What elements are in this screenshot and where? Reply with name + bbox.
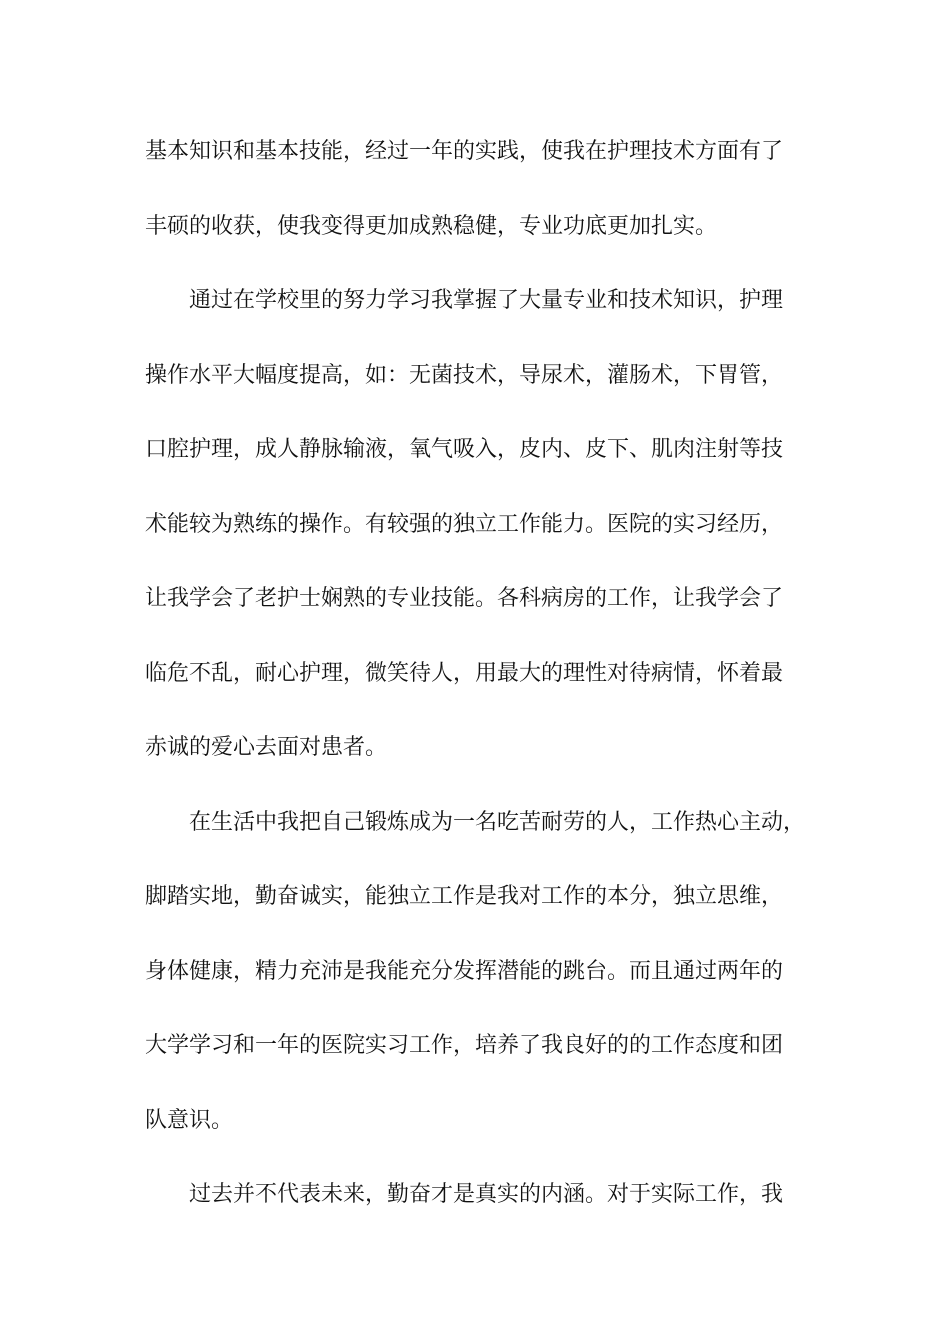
- text-line: 基本知识和基本技能，经过一年的实践，使我在护理技术方面有了: [145, 139, 784, 164]
- paragraph-start-line: 通过在学校里的努力学习我掌握了大量专业和技术知识，护理: [189, 288, 784, 313]
- paragraph-start-line: 过去并不代表未来，勤奋才是真实的内涵。对于实际工作，我: [189, 1182, 784, 1207]
- text-line: 口腔护理，成人静脉输液，氧气吸入，皮内、皮下、肌肉注射等技: [145, 437, 784, 462]
- paragraph-start-line: 在生活中我把自己锻炼成为一名吃苦耐劳的人，工作热心主动，: [189, 809, 806, 835]
- text-line: 临危不乱，耐心护理，微笑待人，用最大的理性对待病情，怀着最: [145, 660, 784, 686]
- text-line: 让我学会了老护士娴熟的专业技能。各科病房的工作，让我学会了: [145, 586, 784, 611]
- text-line: 队意识。: [145, 1107, 234, 1133]
- text-line: 丰硕的收获，使我变得更加成熟稳健，专业功底更加扎实。: [145, 213, 718, 239]
- text-line: 脚踏实地，勤奋诚实，能独立工作是我对工作的本分，独立思维，: [145, 884, 784, 909]
- text-line: 术能较为熟练的操作。有较强的独立工作能力。医院的实习经历，: [145, 511, 784, 537]
- text-line: 大学学习和一年的医院实习工作，培养了我良好的的工作态度和团: [145, 1033, 784, 1058]
- text-line: 赤诚的爱心去面对患者。: [145, 735, 388, 760]
- body-text: [145, 128, 810, 1246]
- text-line: 身体健康，精力充沛是我能充分发挥潜能的跳台。而且通过两年的: [145, 958, 784, 984]
- text-line: 操作水平大幅度提高，如：无菌技术，导尿术，灌肠术，下胃管，: [145, 362, 784, 388]
